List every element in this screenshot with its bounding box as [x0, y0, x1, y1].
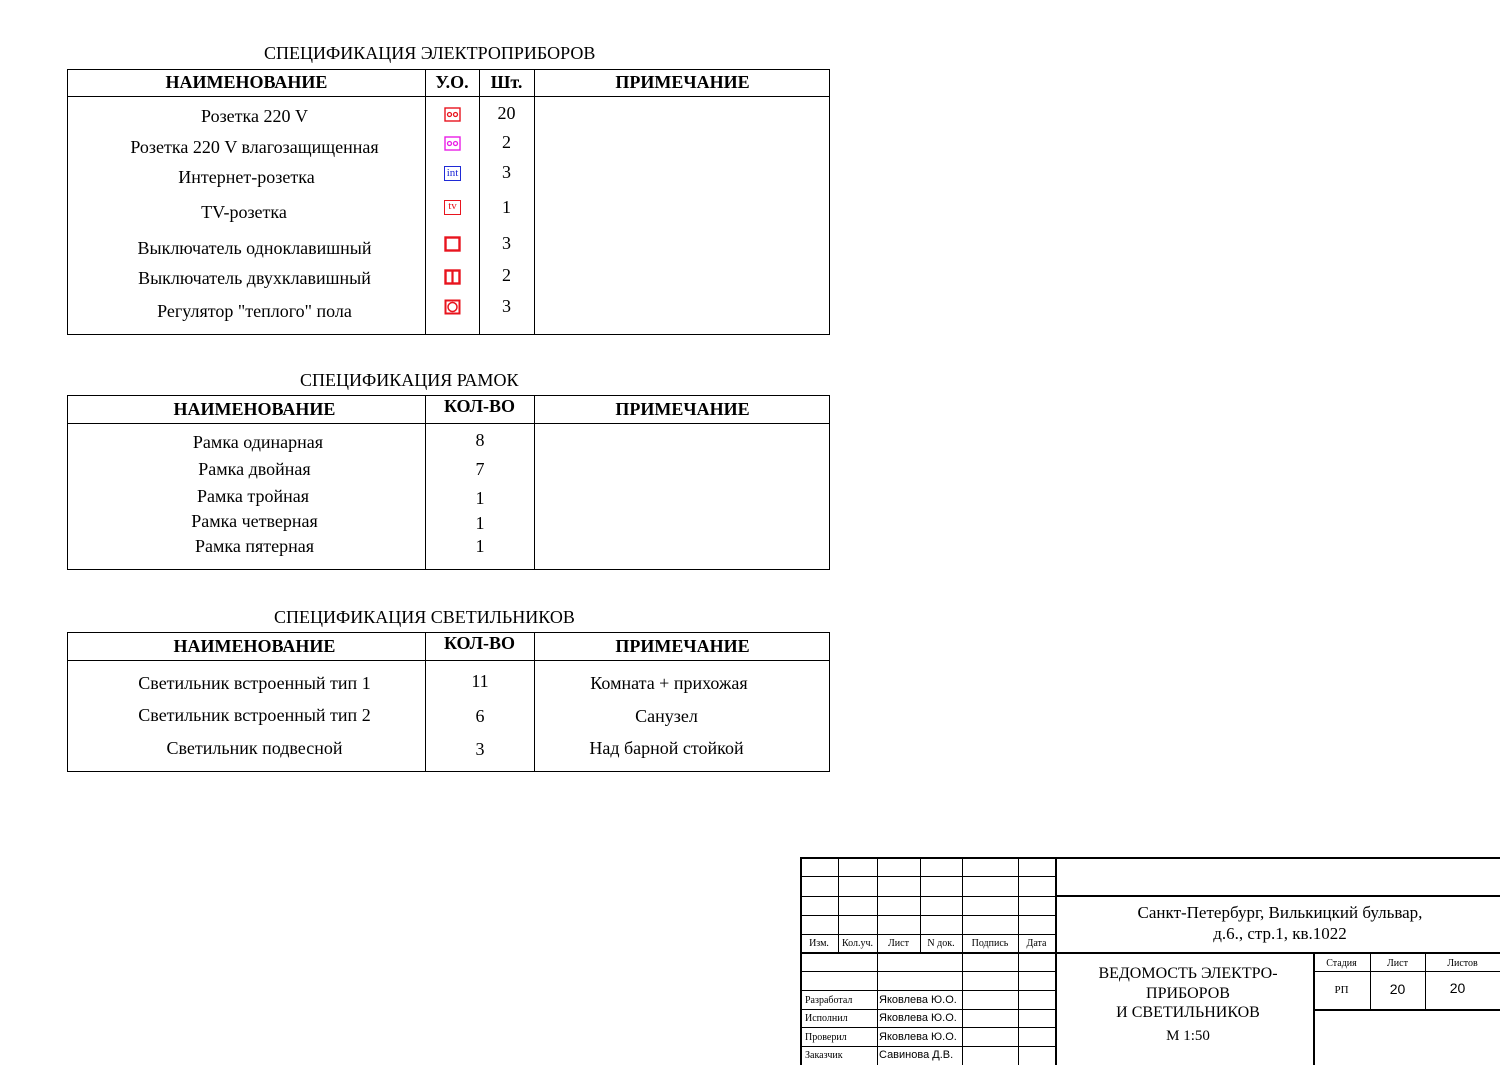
stamp-col-docnum: N док. — [927, 938, 955, 949]
table-row-name: Выключатель двухклавишный — [138, 268, 371, 288]
table-row-name: TV-розетка — [201, 202, 287, 222]
header-qty: КОЛ-ВО — [443, 633, 516, 653]
table-row-qty: 3 — [475, 739, 485, 759]
frames-table-title: СПЕЦИФИКАЦИЯ РАМОК — [300, 370, 519, 390]
header-name: НАИМЕНОВАНИЕ — [173, 636, 336, 656]
table-row-name: Розетка 220 V — [201, 106, 308, 126]
table-row-name: Рамка тройная — [197, 486, 309, 506]
table-row-qty: 3 — [502, 162, 511, 182]
table-row-qty: 2 — [502, 265, 511, 285]
table-row-name: Рамка пятерная — [194, 536, 315, 556]
header-qty: КОЛ-ВО — [443, 396, 516, 416]
tv-socket-icon: tv — [444, 200, 461, 215]
sheet-label: Лист — [1387, 958, 1408, 969]
table-row-qty: 6 — [475, 706, 485, 726]
table-row-qty: 3 — [502, 296, 511, 316]
table-row-name: Интернет-розетка — [178, 167, 315, 187]
table-row-qty: 3 — [502, 233, 511, 253]
header-note: ПРИМЕЧАНИЕ — [615, 72, 750, 92]
table-row-name: Рамка одинарная — [192, 432, 324, 452]
stamp-col-count: Кол.уч. — [841, 938, 874, 949]
table-row-qty: 11 — [471, 671, 489, 691]
stamp-col-sheet: Лист — [888, 938, 909, 949]
role-label: Исполнил — [805, 1013, 848, 1024]
header-note: ПРИМЕЧАНИЕ — [615, 399, 750, 419]
sheet-value: 20 — [1389, 981, 1406, 997]
internet-socket-icon: int — [444, 166, 461, 181]
header-name: НАИМЕНОВАНИЕ — [165, 72, 328, 92]
stamp-col-change: Изм. — [809, 938, 829, 949]
role-label: Проверил — [805, 1032, 847, 1043]
table-row-name: Светильник подвесной — [166, 738, 343, 758]
doc-scale: М 1:50 — [1166, 1028, 1210, 1044]
project-address-line1: Санкт-Петербург, Вилькицкий бульвар, — [1137, 903, 1423, 922]
table-row-qty: 8 — [475, 430, 485, 450]
table-row-qty: 1 — [475, 513, 485, 533]
electro-table-title: СПЕЦИФИКАЦИЯ ЭЛЕКТРОПРИБОРОВ — [264, 43, 596, 63]
table-row-note: Над барной стойкой — [589, 738, 744, 758]
table-row-name: Розетка 220 V влагозащищенная — [130, 137, 379, 157]
sheets-label: Листов — [1447, 958, 1478, 969]
table-row-note: Комната + прихожая — [590, 673, 748, 693]
role-person: Яковлева Ю.О. — [879, 994, 957, 1006]
table-row-name: Светильник встроенный тип 1 — [138, 673, 371, 693]
header-qty: Шт. — [490, 72, 523, 92]
stamp-col-date: Дата — [1026, 938, 1047, 949]
table-row-qty: 1 — [475, 488, 485, 508]
sheets-value: 20 — [1449, 980, 1466, 996]
table-row-qty: 2 — [502, 132, 511, 152]
table-row-note: Санузел — [635, 706, 698, 726]
role-label: Заказчик — [805, 1050, 843, 1061]
header-note: ПРИМЕЧАНИЕ — [615, 636, 750, 656]
role-person: Яковлева Ю.О. — [879, 1031, 957, 1043]
role-label: Разработал — [805, 995, 853, 1006]
header-name: НАИМЕНОВАНИЕ — [173, 399, 336, 419]
table-row-qty: 20 — [497, 103, 516, 123]
table-row-qty: 1 — [502, 197, 511, 217]
stamp-col-signature: Подпись — [971, 938, 1009, 949]
table-row-qty: 1 — [475, 536, 485, 556]
table-row-name: Светильник встроенный тип 2 — [138, 705, 371, 725]
project-address-line2: д.6., стр.1, кв.1022 — [1213, 924, 1347, 943]
table-row-name: Выключатель одноклавишный — [137, 238, 372, 258]
doc-title-line2: ПРИБОРОВ — [1146, 985, 1230, 1002]
stage-label: Стадия — [1326, 958, 1357, 969]
doc-title-line3: И СВЕТИЛЬНИКОВ — [1116, 1004, 1260, 1021]
table-row-qty: 7 — [475, 459, 485, 479]
lights-table-title: СПЕЦИФИКАЦИЯ СВЕТИЛЬНИКОВ — [274, 607, 575, 627]
table-row-name: Рамка двойная — [198, 459, 311, 479]
role-person: Савинова Д.В. — [879, 1049, 954, 1061]
stage-value: РП — [1334, 984, 1349, 996]
header-symbol: У.О. — [435, 72, 469, 92]
table-row-name: Рамка четверная — [191, 511, 318, 531]
role-person: Яковлева Ю.О. — [879, 1012, 957, 1024]
table-row-name: Регулятор "теплого" пола — [157, 301, 352, 321]
doc-title-line1: ВЕДОМОСТЬ ЭЛЕКТРО- — [1098, 965, 1278, 982]
